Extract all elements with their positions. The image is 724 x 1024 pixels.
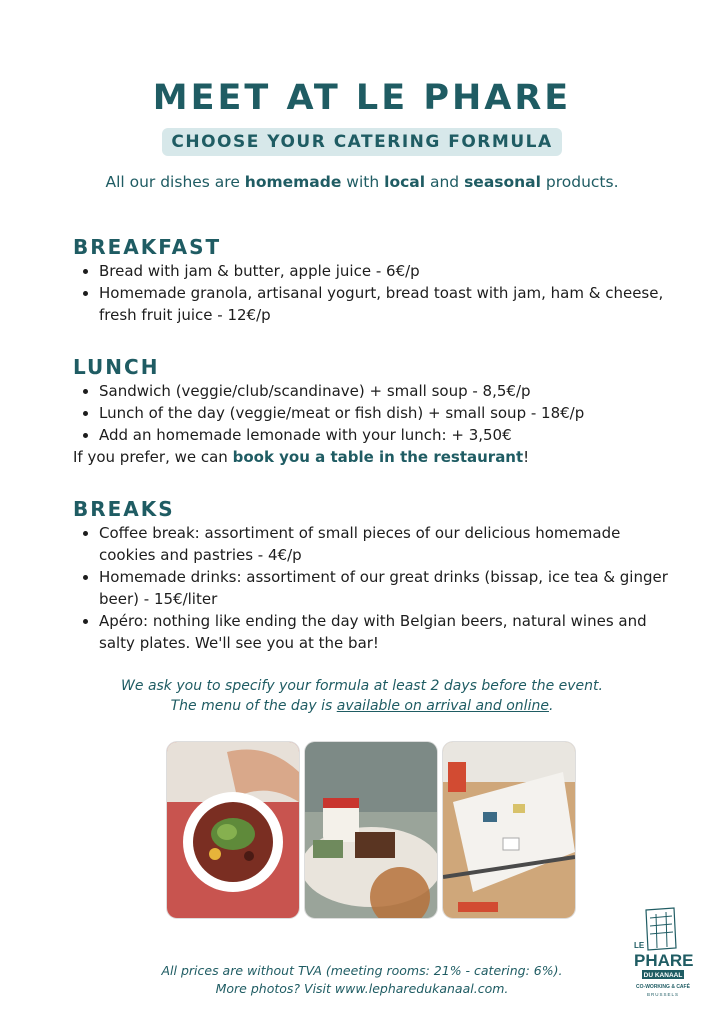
list-item: • Coffee break: assortiment of small pieces of our delicious homemade cookies and pastries - 4€/p [99, 522, 679, 566]
list-item: • Bread with jam & butter, apple juice - 6€/p [99, 260, 679, 282]
logo-city-text: BRUSSELS [646, 992, 680, 997]
lunch-list [73, 380, 679, 446]
breaks-title: BREAKS [73, 497, 175, 521]
event-room-image [443, 742, 575, 918]
intro-bold: seasonal [464, 173, 541, 191]
soup-bowl-image [167, 742, 299, 918]
list-item: • Lunch of the day (veggie/meat or fish dish) + small soup - 18€/p [99, 402, 679, 424]
logo-du-kanaal-text: DU KANAAL [643, 972, 683, 979]
intro-part: All our dishes are [105, 173, 245, 191]
lunch-title: LUNCH [73, 355, 160, 379]
subtitle-badge: CHOOSE YOUR CATERING FORMULA [162, 128, 561, 156]
policy-line [0, 696, 724, 716]
subtitle-wrap [0, 128, 724, 156]
photo-event-room [443, 742, 575, 918]
lunch-note [73, 446, 529, 468]
intro-bold: homemade [244, 173, 342, 191]
logo-phare-text: PHARE [634, 951, 694, 970]
photo-soup-bowl [167, 742, 299, 918]
note-text: ! [523, 448, 530, 466]
website-link[interactable]: More photos? Visit www.lepharedukanaal.com. [215, 981, 509, 996]
policy-text: . [548, 698, 554, 714]
intro-text [0, 173, 724, 191]
intro-part: and [425, 173, 465, 191]
intro-part: with [341, 173, 385, 191]
note-text: If you prefer, we can [73, 448, 233, 466]
intro-part: products. [540, 173, 619, 191]
dessert-image [305, 742, 437, 918]
list-item: • Homemade granola, artisanal yogurt, bread toast with jam, ham & cheese, fresh fruit juice - 12€/p [99, 282, 679, 326]
le-phare-logo [628, 906, 698, 1014]
breaks-list [73, 522, 679, 654]
breakfast-list [73, 260, 679, 326]
page-title: MEET AT LE PHARE [152, 78, 572, 118]
footer-line: All prices are without TVA (meeting rooms: 21% - catering: 6%). [161, 963, 563, 978]
restaurant-booking-link[interactable]: book you a table in the restaurant [232, 448, 524, 466]
logo-tagline-text: CO-WORKING & CAFÉ [636, 984, 690, 990]
policy-line: We ask you to specify your formula at least 2 days before the event. [121, 678, 603, 694]
policy-note [0, 676, 724, 716]
logo-le-text: LE [634, 941, 645, 950]
list-item: • Add an homemade lemonade with your lunch: + 3,50€ [99, 424, 679, 446]
policy-text: The menu of the day is [170, 698, 337, 714]
photo-dessert-plate [305, 742, 437, 918]
intro-bold: local [384, 173, 426, 191]
logo-graphic [628, 906, 698, 1014]
list-item: • Sandwich (veggie/club/scandinave) + small soup - 8,5€/p [99, 380, 679, 402]
breakfast-title: BREAKFAST [73, 235, 222, 259]
footer-note [0, 962, 724, 998]
menu-online-link[interactable]: available on arrival and online [336, 698, 549, 714]
list-item: • Homemade drinks: assortiment of our great drinks (bissap, ice tea & ginger beer) - 15€/liter [99, 566, 679, 610]
list-item: • Apéro: nothing like ending the day with Belgian beers, natural wines and salty plates. We'll see you at the bar! [99, 610, 679, 654]
